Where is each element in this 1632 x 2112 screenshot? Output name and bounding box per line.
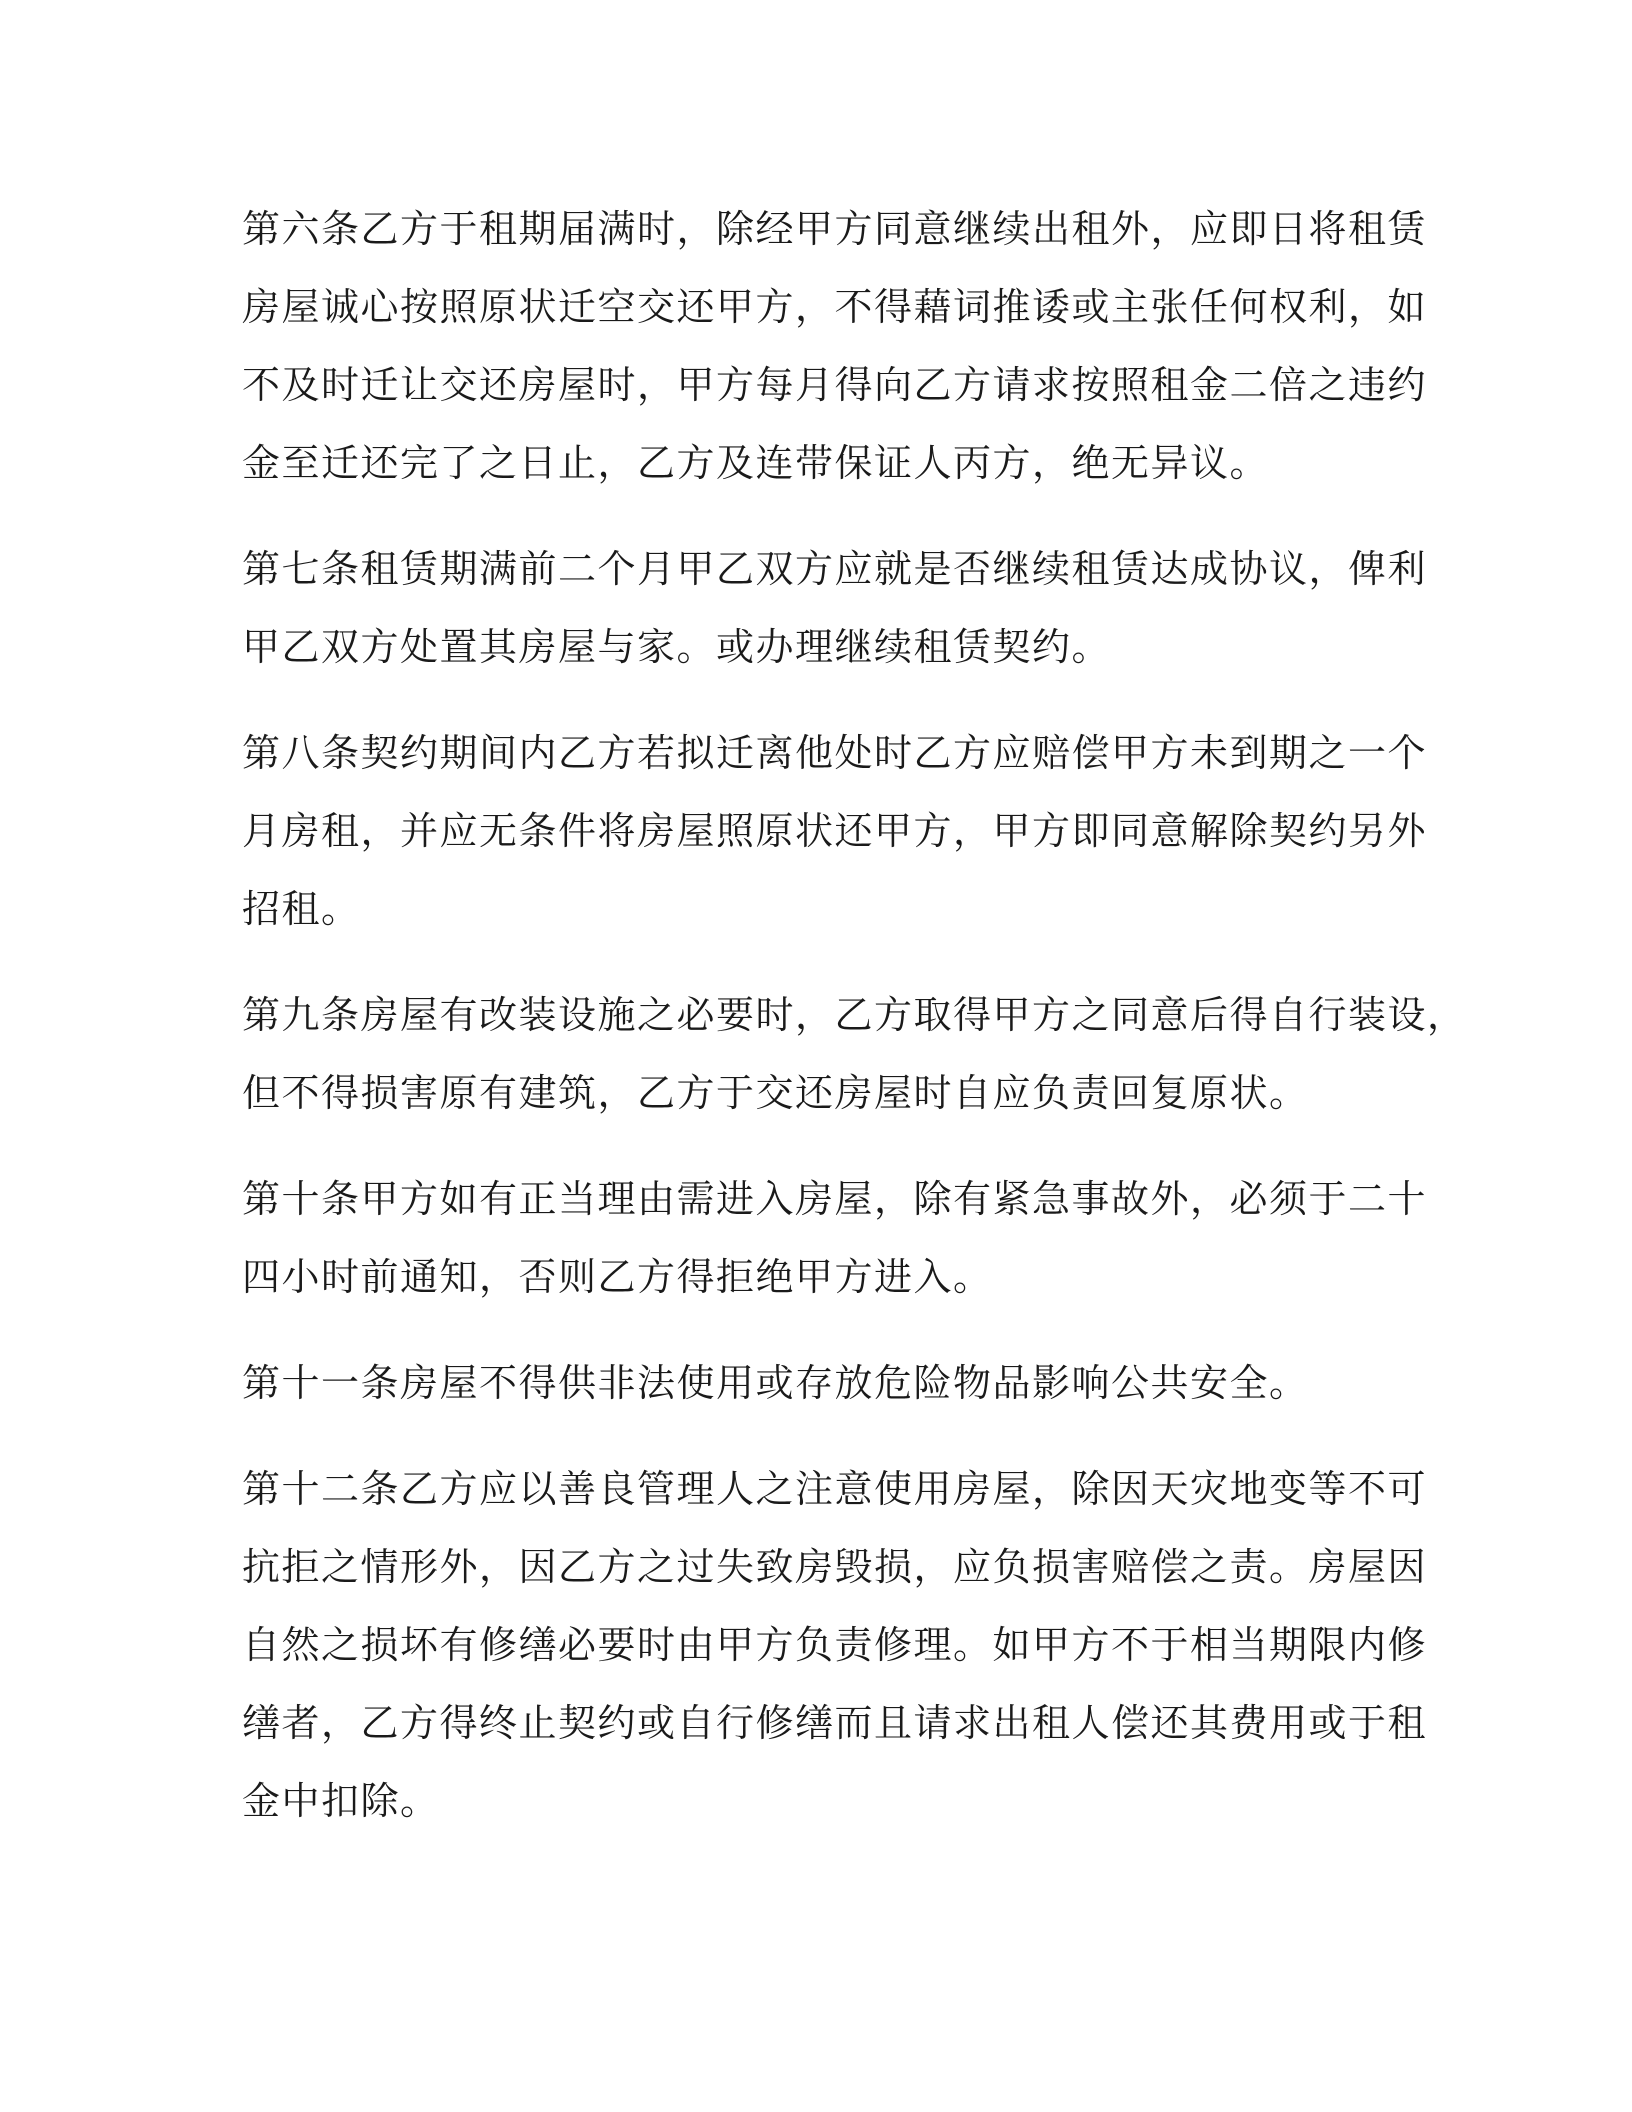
article-line: 第十一条房屋不得供非法使用或存放危险物品影响公共安全。: [242, 1361, 1309, 1405]
article-line: 月房租，并应无条件将房屋照原状还甲方，甲方即同意解除契约另外: [242, 809, 1428, 853]
article-line: 第九条房屋有改装设施之必要时，乙方取得甲方之同意后得自行装设，: [242, 993, 1467, 1037]
article-12: [242, 1450, 1428, 1840]
article-line: 但不得损害原有建筑，乙方于交还房屋时自应负责回复原状。: [242, 1071, 1309, 1115]
article-line: 四小时前通知，否则乙方得拒绝甲方进入。: [242, 1255, 993, 1299]
article-line: 第七条租赁期满前二个月甲乙双方应就是否继续租赁达成协议，俾利: [242, 547, 1428, 591]
article-7: [242, 530, 1428, 686]
article-line: 第十二条乙方应以善良管理人之注意使用房屋，除因天灾地变等不可: [242, 1467, 1428, 1511]
article-9: [242, 976, 1467, 1132]
article-line: 甲乙双方处置其房屋与家。或办理继续租赁契约。: [242, 625, 1112, 669]
article-line: 房屋诚心按照原状迁空交还甲方，不得藉词推诿或主张任何权利，如: [242, 285, 1428, 329]
document-body: [242, 190, 1467, 1868]
article-6: [242, 190, 1428, 502]
article-line: 金至迁还完了之日止，乙方及连带保证人丙方，绝无异议。: [242, 441, 1270, 485]
article-10: [242, 1160, 1428, 1316]
article-line: 金中扣除。: [242, 1779, 440, 1823]
article-line: 第十条甲方如有正当理由需进入房屋，除有紧急事故外，必须于二十: [242, 1177, 1428, 1221]
article-line: 第八条契约期间内乙方若拟迁离他处时乙方应赔偿甲方未到期之一个: [242, 731, 1428, 775]
article-line: 自然之损坏有修缮必要时由甲方负责修理。如甲方不于相当期限内修: [242, 1623, 1428, 1667]
article-line: 第六条乙方于租期届满时，除经甲方同意继续出租外，应即日将租赁: [242, 207, 1428, 251]
article-line: 抗拒之情形外，因乙方之过失致房毁损，应负损害赔偿之责。房屋因: [242, 1545, 1428, 1589]
article-8: [242, 714, 1428, 948]
article-line: 招租。: [242, 887, 361, 931]
article-line: 缮者，乙方得终止契约或自行修缮而且请求出租人偿还其费用或于租: [242, 1701, 1428, 1745]
article-line: 不及时迁让交还房屋时，甲方每月得向乙方请求按照租金二倍之违约: [242, 363, 1428, 407]
article-11: [242, 1344, 1392, 1422]
